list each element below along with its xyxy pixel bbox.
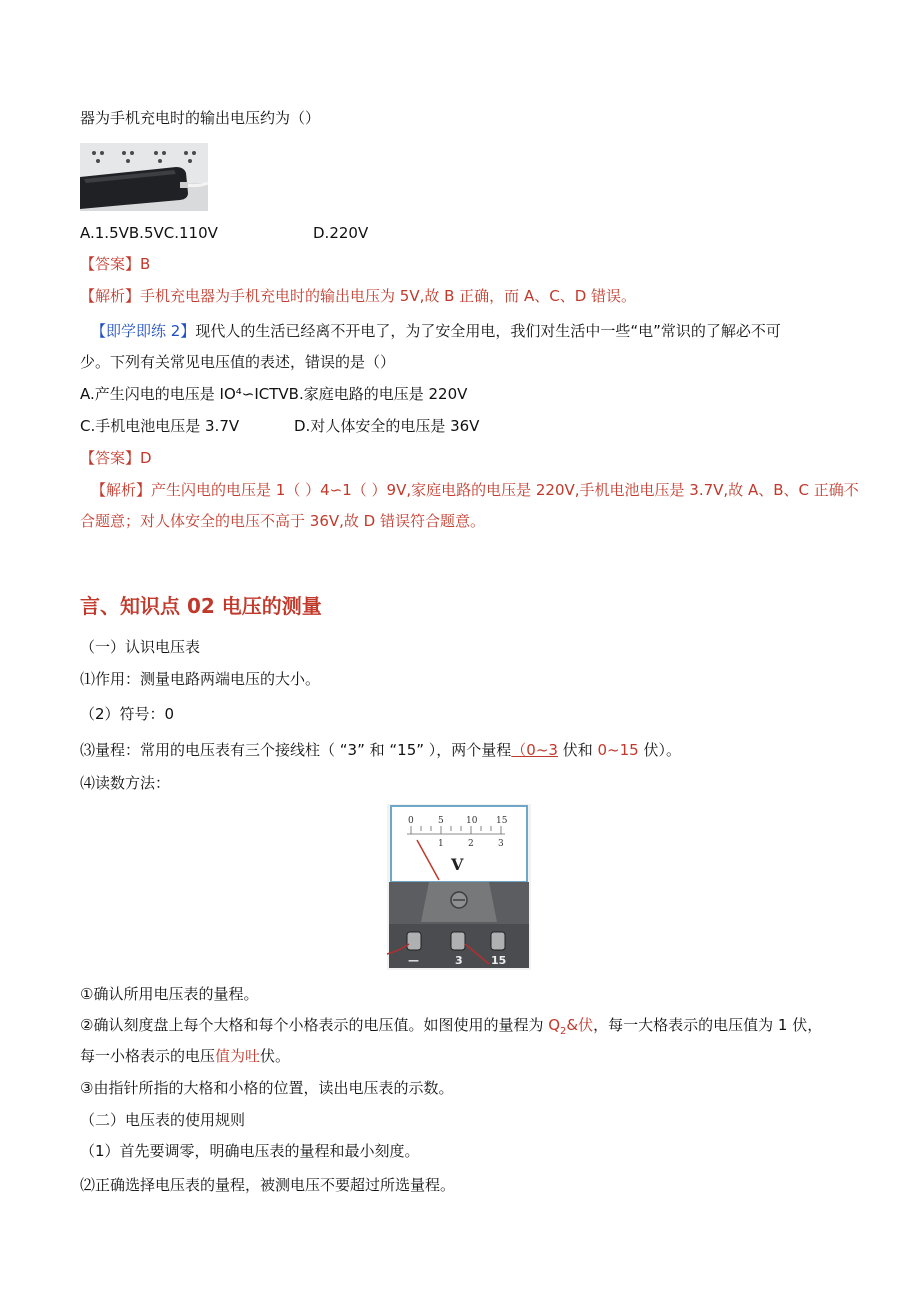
step-2-range [548,1016,594,1037]
scale-top-5: 5 [438,816,444,826]
scale-top-0: 0 [408,816,414,826]
item-range [80,739,681,761]
q2-stem-line2: 少。下列有关常见电压值的表述，错误的是（） [80,353,396,371]
step-2-line2-post: 伏。 [260,1047,291,1065]
q1-options-abc: A.1.5VB.5VC.110V [80,224,218,242]
item-range-pre: ⑶量程：常用的电压表有三个接线柱（ “3” 和 “15” ），两个量程 [80,741,512,759]
q2-analysis-line1 [91,479,859,501]
scale-bottom-1: 1 [438,839,444,849]
q2-analysis-line2: 合题意；对人体安全的电压不高于 36V,故 D 错误符合题意。 [80,512,485,530]
item-range-mid: 伏和 [557,741,598,759]
voltmeter-unit: V [451,855,464,874]
step-2-line2 [80,1045,290,1067]
scale-bottom-2: 2 [468,839,474,849]
q2-analysis-tag: 【解析】 [91,481,152,499]
rule-1: （1）首先要调零，明确电压表的量程和最小刻度。 [80,1142,420,1160]
step-2-q-sub: 2 [560,1026,567,1037]
step-2-pre: ②确认刻度盘上每个大格和每个小格表示的电压值。如图使用的量程为 [80,1016,549,1034]
item-symbol: （2）符号：0 [80,705,175,723]
step-2-q-tail: &伏 [566,1016,594,1034]
item-reading: ⑷读数方法： [80,774,171,792]
scale-bottom-3: 3 [498,839,504,849]
q2-answer: 【答案】D [80,449,152,467]
phone-charger-image [80,143,208,211]
item-function: ⑴作用：测量电路两端电压的大小。 [80,670,321,688]
item-range-post: 伏）。 [638,741,681,759]
phone-charger-photo [80,143,208,211]
item-range-1: （0~3 [511,741,558,759]
item-range-2: 0~15 [597,741,639,759]
step-2-line2-pre: 每一小格表示的电压 [80,1047,216,1065]
q1-analysis-tag: 【解析】 [80,287,141,305]
step-2-post: ，每一大格表示的电压值为 1 伏， [593,1016,823,1034]
q1-answer: 【答案】B [80,255,151,273]
subsection-2: （二）电压表的使用规则 [80,1111,246,1129]
q2-stem-line1 [91,320,781,342]
scale-top-10: 10 [466,816,478,826]
q1-stem: 器为手机充电时的输出电压约为（） [80,109,321,127]
q2-option-d: D.对人体安全的电压是 36V [294,417,480,435]
voltmeter-figure [387,804,531,970]
q2-stem-text1: 现代人的生活已经离不开电了，为了安全用电，我们对生活中一些“电”常识的了解必不可 [195,322,781,340]
terminal-15: 15 [491,954,507,967]
terminal-3: 3 [455,954,463,967]
section-title: 言、知识点 02 电压的测量 [80,594,322,618]
q1-option-d: D.220V [313,224,369,242]
step-2 [80,1014,822,1043]
q2-tag: 【即学即练 2】 [91,322,196,340]
q1-analysis-body: 手机充电器为手机充电时的输出电压为 5V,故 B 正确，而 A、C、D 错误。 [140,287,637,305]
subsection-1: （一）认识电压表 [80,638,201,656]
rule-2: ⑵正确选择电压表的量程，被测电压不要超过所选量程。 [80,1176,456,1194]
step-2-q: Q [548,1016,561,1034]
q2-option-ab: A.产生闪电的电压是 IO⁴∽ICTVB.家庭电路的电压是 220V [80,385,468,403]
voltmeter-illustration [387,804,531,970]
scale-top-15: 15 [496,816,508,826]
step-3: ③由指针所指的大格和小格的位置，读出电压表的示数。 [80,1079,454,1097]
q2-analysis-text1: 产生闪电的电压是 1（ ）4∽1（ ）9V,家庭电路的电压是 220V,手机电池电压是 3.7V,故 A、B、C 正确不 [151,481,859,499]
step-1: ①确认所用电压表的量程。 [80,985,259,1003]
step-2-line2-red: 值为吐 [215,1047,261,1065]
terminal-negative: — [408,954,419,967]
q2-option-c: C.手机电池电压是 3.7V [80,417,240,435]
q1-analysis [80,285,636,307]
